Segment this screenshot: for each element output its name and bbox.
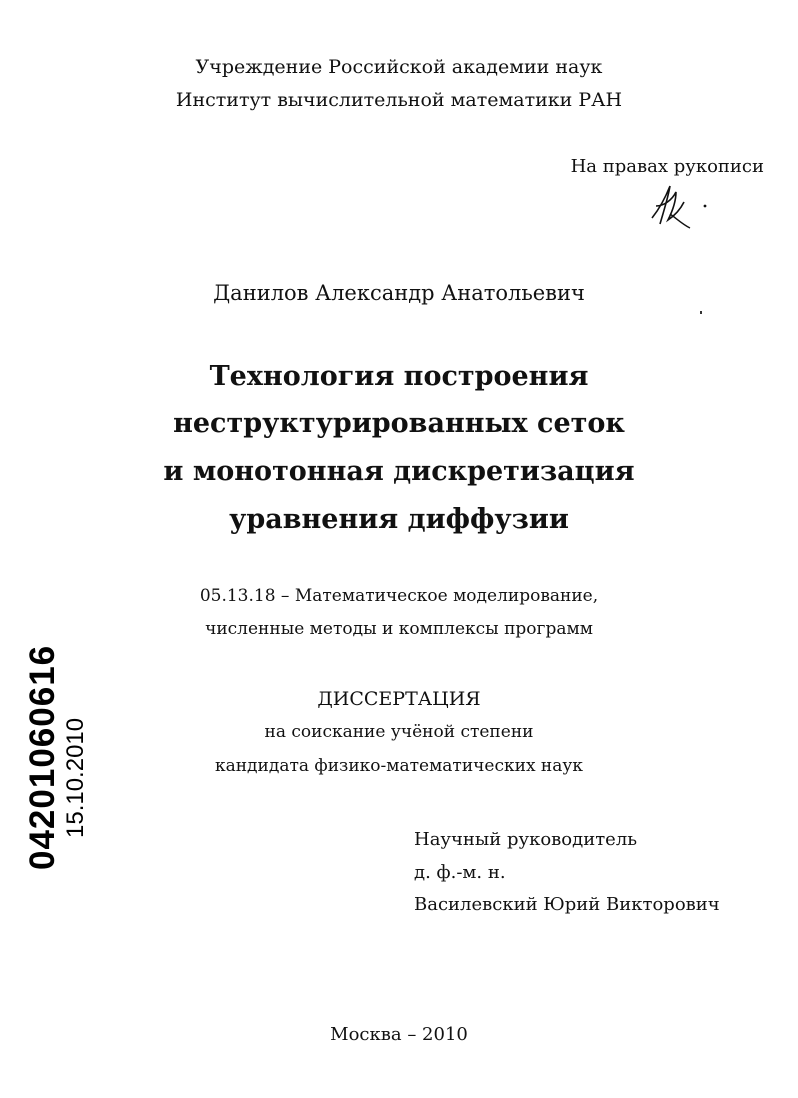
specialty-line-2: численные методы и комплексы программ: [205, 619, 593, 639]
institution-line-2: Институт вычислительной математики РАН: [175, 89, 623, 111]
degree-line-1: на соискание учёной степени: [264, 722, 534, 742]
work-type: ДИССЕРТАЦИЯ: [317, 688, 481, 710]
signature-icon: [646, 180, 716, 232]
title-line-3: и монотонная дискретизация: [163, 456, 635, 487]
supervisor-degree: д. ф.-м. н.: [414, 862, 506, 883]
title-line-4: уравнения диффузии: [229, 504, 569, 535]
manuscript-note: На правах рукописи: [570, 156, 764, 177]
title-line-2: неструктурированных сеток: [173, 408, 625, 439]
supervisor-name: Василевский Юрий Викторович: [414, 894, 720, 915]
supervisor-role: Научный руководитель: [414, 829, 638, 850]
place-year: Москва – 2010: [330, 1024, 468, 1045]
author-name: Данилов Александр Анатольевич: [213, 281, 585, 305]
stamp-code: 04201060616: [23, 644, 62, 870]
degree-line-2: кандидата физико-математических наук: [214, 756, 584, 776]
title-line-1: Технология построения: [209, 361, 589, 392]
stamp-date: 15.10.2010: [62, 717, 89, 838]
institution-line-1: Учреждение Российской академии наук: [195, 56, 603, 78]
scan-speck: [700, 311, 702, 314]
specialty-line-1: 05.13.18 – Математическое моделирование,: [199, 586, 599, 606]
